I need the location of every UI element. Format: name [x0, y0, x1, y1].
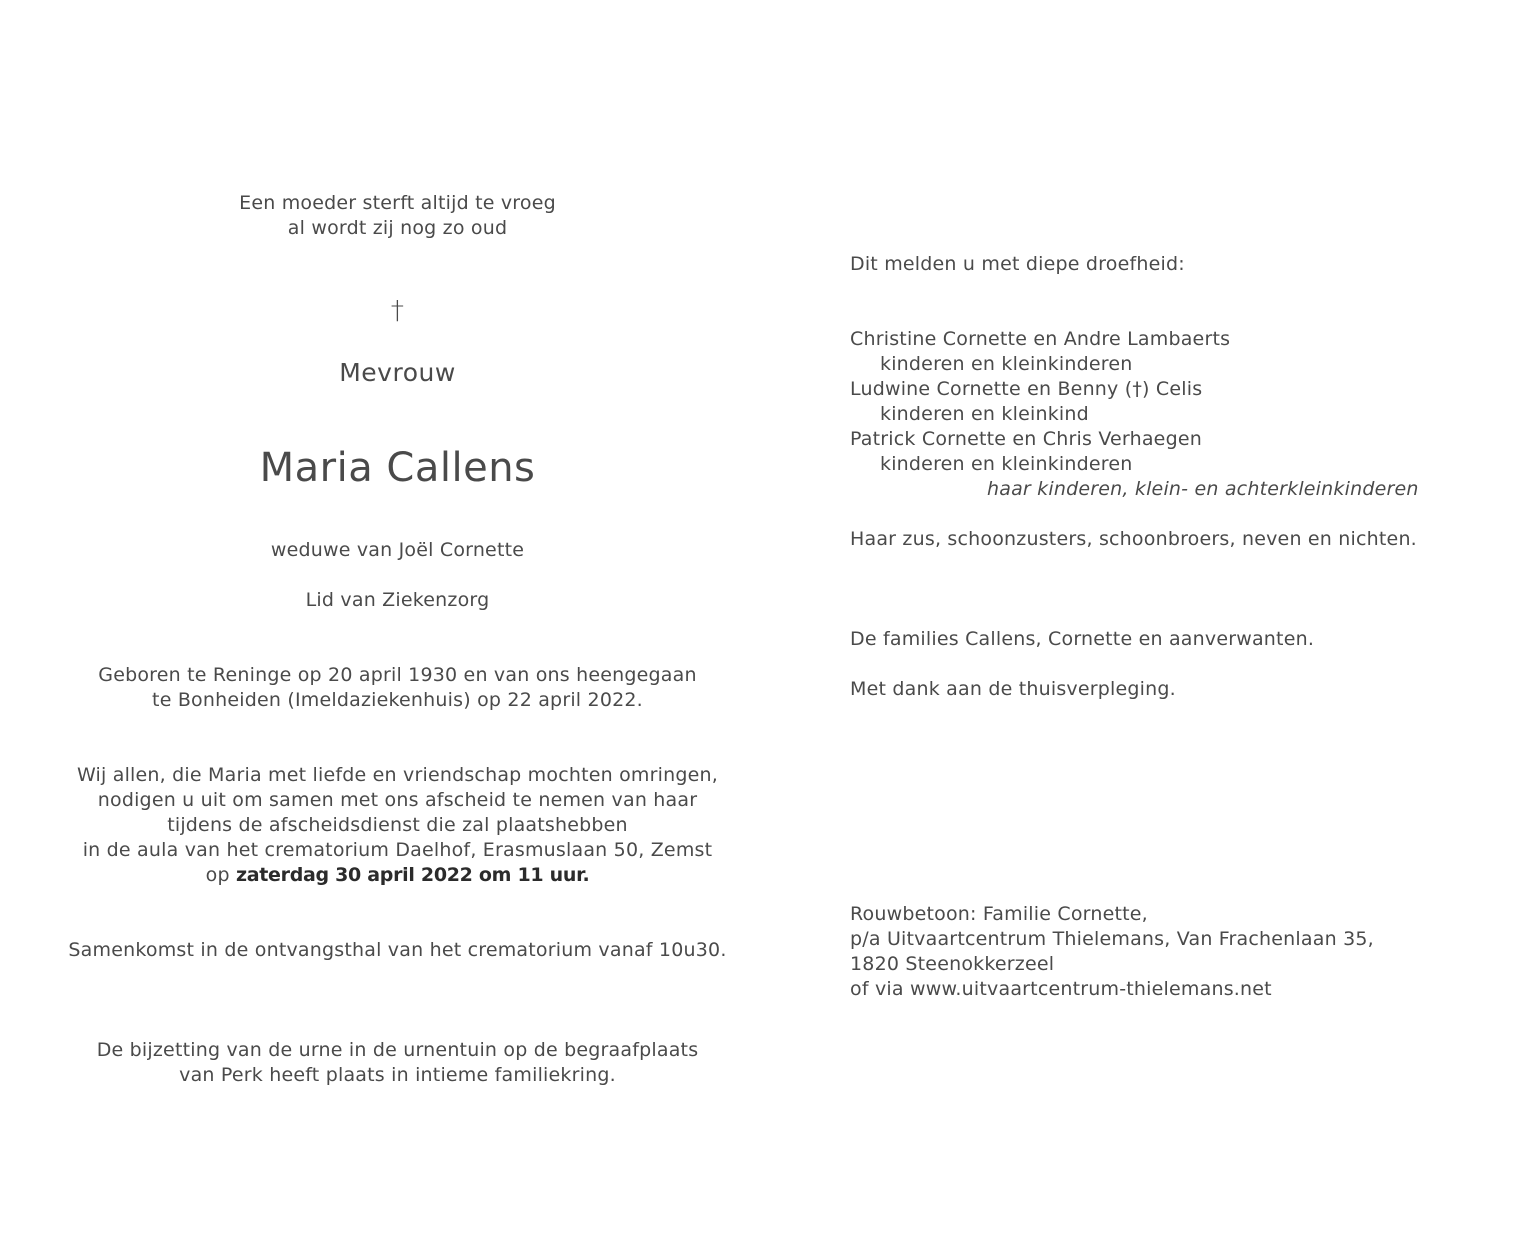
interment-line-1: De bijzetting van de urne in de urnentuin op de begraafplaats — [96, 1039, 699, 1061]
poem-line-2: al wordt zij nog zo oud — [287, 217, 508, 239]
death-line: te Bonheiden (Imeldaziekenhuis) op 22 april 2022. — [152, 689, 643, 711]
poem-line-1: Een moeder sterft altijd te vroeg — [239, 192, 556, 214]
widow-of: weduwe van Joël Cornette — [270, 539, 525, 561]
invitation-line-2: nodigen u uit om samen met ons afscheid te nemen van haar — [97, 789, 698, 811]
member-of: Lid van Ziekenzorg — [305, 589, 490, 611]
condolences-line-1: Rouwbetoon: Familie Cornette, — [850, 903, 1148, 925]
invitation-line-4: in de aula van het crematorium Daelhof, Erasmuslaan 50, Zemst — [82, 839, 713, 861]
condolences-line-4: of via www.uitvaartcentrum-thielemans.net — [850, 978, 1272, 1000]
family-member-1: Christine Cornette en Andre Lambaerts — [850, 328, 1231, 350]
grandchildren-line: haar kinderen, klein- en achterkleinkinderen — [987, 478, 1419, 500]
birth-line: Geboren te Reninge op 20 april 1930 en van ons heengegaan — [98, 664, 697, 686]
invitation-line-3: tijdens de afscheidsdienst die zal plaatshebben — [167, 814, 628, 836]
family-member-2-sub: kinderen en kleinkind — [880, 403, 1089, 425]
relatives-line: Haar zus, schoonzusters, schoonbroers, neven en nichten. — [850, 528, 1417, 550]
invitation-line-1: Wij allen, die Maria met liefde en vriendschap mochten omringen, — [76, 764, 719, 786]
invitation-date-prefix: op — [205, 864, 230, 886]
family-member-1-sub: kinderen en kleinkinderen — [880, 353, 1133, 375]
thanks-line: Met dank aan de thuisverpleging. — [850, 678, 1176, 700]
salutation: Mevrouw — [339, 358, 456, 387]
invitation-date: zaterdag 30 april 2022 om 11 uur. — [235, 864, 590, 886]
family-member-3-sub: kinderen en kleinkinderen — [880, 453, 1133, 475]
announcement-intro: Dit melden u met diepe droefheid: — [850, 253, 1185, 275]
cross-icon: † — [390, 296, 405, 326]
invitation-date-line — [20, 863, 775, 888]
gathering-note: Samenkomst in de ontvangsthal van het crematorium vanaf 10u30. — [68, 939, 727, 961]
condolences-line-3: 1820 Steenokkerzeel — [850, 953, 1055, 975]
family-member-3: Patrick Cornette en Chris Verhaegen — [850, 428, 1202, 450]
interment-line-2: van Perk heeft plaats in intieme familiekring. — [179, 1064, 616, 1086]
deceased-name: Maria Callens — [259, 445, 536, 491]
families-line: De families Callens, Cornette en aanverwanten. — [850, 628, 1315, 650]
condolences-line-2: p/a Uitvaartcentrum Thielemans, Van Frachenlaan 35, — [850, 928, 1374, 950]
family-member-2: Ludwine Cornette en Benny (†) Celis — [850, 378, 1203, 400]
